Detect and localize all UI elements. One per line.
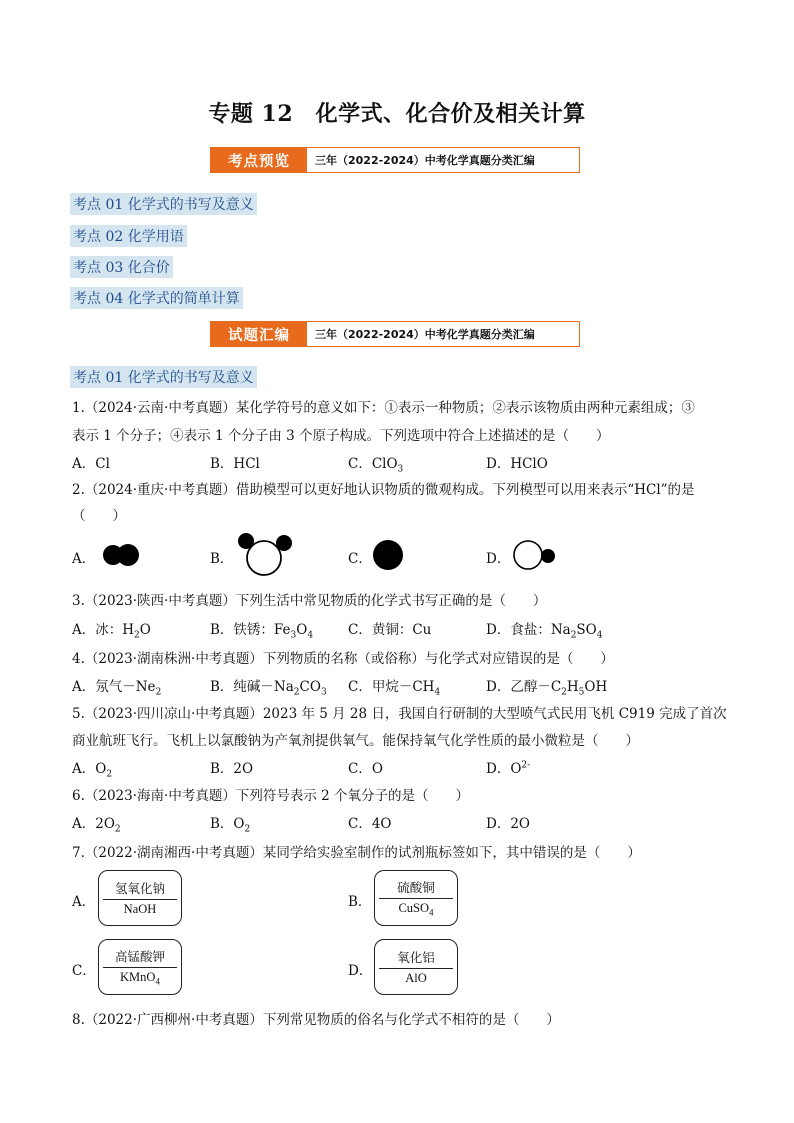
q2-stem-line2: （ ） [72, 508, 126, 524]
q3-option-d[interactable] [486, 618, 602, 641]
molecule-model-a [100, 540, 144, 570]
q1-stem-line1: 1.（2024·云南·中考真题）某化学符号的意义如下：①表示一种物质；②表示该物质由两种元素组成；③ [72, 400, 695, 416]
reagent-name: 高锰酸钾 [114, 949, 165, 965]
reagent-formula: AlO [405, 971, 427, 985]
option-letter: C． [348, 551, 372, 567]
formula-text: A．O [72, 761, 107, 777]
formula-text: CuSO [398, 901, 430, 916]
q5-option-c[interactable]: C．O [348, 761, 383, 777]
q5-stem-line1: 5.（2023·四川凉山·中考真题）2023 年 5 月 28 日，我国自行研制的大型喷气式民用飞机 C919 完成了首次 [72, 706, 727, 722]
subscript: 5 [578, 687, 585, 698]
option-letter: B． [348, 894, 372, 910]
section-banner-exercises [210, 321, 580, 347]
atom-circle [514, 541, 542, 569]
molecule-model-d [510, 538, 560, 572]
subscript: 4 [434, 687, 441, 698]
q3-option-b[interactable] [210, 618, 313, 641]
q4-option-c[interactable] [348, 675, 440, 698]
subscript: 4 [429, 907, 434, 918]
q6-option-d[interactable]: D．2O [486, 816, 530, 832]
subscript: 2 [134, 630, 140, 641]
q7-option-b[interactable] [348, 890, 371, 910]
q4-stem: 4.（2023·湖南株洲·中考真题）下列物质的名称（或俗称）与化学式对应错误的是（ ） [72, 651, 614, 667]
reagent-label-b [374, 870, 458, 926]
reagent-formula [120, 968, 160, 987]
formula-text: D．O [486, 761, 522, 777]
formula-text: KMnO [120, 970, 156, 985]
molecule-model-b [232, 532, 296, 578]
option-letter: D． [348, 963, 373, 979]
q1-stem-line2: 表示 1 个分子；④表示 1 个分子由 3 个原子构成。下列选项中符合上述描述的是（ ） [72, 428, 610, 444]
q3-option-a[interactable] [72, 618, 151, 641]
subscript: 2 [293, 687, 300, 698]
toc-item-3[interactable]: 考点 03 化合价 [70, 256, 173, 278]
option-letter: A． [72, 551, 96, 567]
subscript: 2 [570, 630, 577, 641]
toc-item-2[interactable]: 考点 02 化学用语 [70, 225, 187, 247]
reagent-formula [398, 899, 433, 918]
toc-item-1[interactable]: 考点 01 化学式的书写及意义 [70, 193, 257, 215]
formula-text: B．O [210, 816, 245, 832]
formula-text: C．ClO [348, 456, 398, 472]
formula-text: C．甲烷－CH [348, 679, 435, 695]
banner-tag: 试题汇编 [211, 322, 307, 346]
q5-option-d[interactable] [486, 757, 530, 777]
formula-text: B．铁锈：Fe [210, 622, 291, 638]
superscript: 2- [521, 760, 531, 771]
q7-option-d[interactable] [348, 959, 372, 979]
subscript: 2 [106, 769, 113, 780]
q2-option-a[interactable] [72, 547, 95, 567]
subscript: 4 [596, 630, 603, 641]
subscript: 2 [114, 824, 121, 835]
q6-stem: 6.（2023·海南·中考真题）下列符号表示 2 个氧分子的是（ ） [72, 788, 469, 804]
section-heading: 考点 01 化学式的书写及意义 [70, 366, 257, 388]
reagent-label-a [98, 870, 182, 926]
q6-option-a[interactable] [72, 812, 121, 835]
q2-option-d[interactable] [486, 547, 510, 567]
formula-text: O [139, 622, 151, 638]
option-letter: A． [72, 894, 96, 910]
subscript: 3 [397, 464, 404, 475]
q1-option-b[interactable]: B．HCl [210, 456, 260, 472]
atom-circle [541, 549, 555, 563]
q1-option-d[interactable]: D．HClO [486, 456, 548, 472]
molecule-model-c [370, 538, 406, 572]
formula-text: H [566, 679, 579, 695]
subscript: 2 [244, 824, 251, 835]
subscript: 2 [155, 687, 162, 698]
reagent-label-c [98, 939, 182, 995]
q6-option-c[interactable]: C．4O [348, 816, 392, 832]
subscript: 3 [320, 687, 327, 698]
q7-stem: 7.（2022·湖南湘西·中考真题）某同学给实验室制作的试剂瓶标签如下，其中错误的是（ ） [72, 845, 641, 861]
q2-option-b[interactable] [210, 547, 233, 567]
formula-text: OH [584, 679, 608, 695]
section-banner-preview [210, 147, 580, 173]
formula-text: D．乙醇－C [486, 679, 562, 695]
page-title: 专题 12 化学式、化合价及相关计算 [208, 101, 586, 127]
formula-text: A．2O [72, 816, 115, 832]
reagent-name: 氢氧化钠 [114, 881, 165, 896]
subscript: 4 [155, 976, 160, 987]
q6-option-b[interactable] [210, 812, 250, 835]
q2-option-c[interactable] [348, 547, 372, 567]
banner-subtitle: 三年（2022-2024）中考化学真题分类汇编 [315, 154, 535, 167]
q3-option-c[interactable]: C．黄铜：Cu [348, 622, 432, 638]
atom-circle [373, 540, 403, 570]
q5-option-a[interactable] [72, 757, 112, 780]
reagent-name: 硫酸铜 [397, 880, 435, 896]
q5-stem-line2: 商业航班飞行。飞机上以氯酸钠为产氧剂提供氧气。能保持氧气化学性质的最小微粒是（ ） [72, 733, 639, 749]
banner-tag: 考点预览 [211, 148, 307, 172]
banner-subtitle: 三年（2022-2024）中考化学真题分类汇编 [315, 328, 535, 341]
subscript: 4 [307, 630, 314, 641]
q2-stem-line1: 2.（2024·重庆·中考真题）借助模型可以更好地认识物质的微观构成。下列模型可以用来表示“HCl”的是 [72, 482, 695, 498]
q7-option-c[interactable] [72, 959, 96, 979]
subscript: 2 [561, 687, 567, 698]
option-letter: C． [72, 963, 96, 979]
formula-text: A．氖气－Ne [72, 679, 156, 695]
option-letter: B． [210, 551, 234, 567]
atom-circle [247, 541, 281, 575]
q4-option-a[interactable] [72, 675, 161, 698]
toc-item-4[interactable]: 考点 04 化学式的简单计算 [70, 287, 243, 309]
formula-text: A．冰：H [72, 622, 135, 638]
reagent-name: 氧化铝 [397, 950, 435, 965]
q4-option-b[interactable] [210, 675, 327, 698]
reagent-formula: NaOH [123, 902, 157, 916]
formula-text: D．食盐：Na [486, 622, 571, 638]
q3-stem: 3.（2023·陕西·中考真题）下列生活中常见物质的化学式书写正确的是（ ） [72, 593, 547, 609]
option-letter: D． [486, 551, 511, 567]
subscript: 3 [290, 630, 297, 641]
q1-option-a[interactable]: A．Cl [72, 456, 110, 472]
q1-option-c[interactable] [348, 452, 403, 475]
q4-option-d[interactable] [486, 675, 607, 698]
formula-text: O [296, 622, 308, 638]
formula-text: B．纯碱－Na [210, 679, 294, 695]
formula-text: SO [576, 622, 597, 638]
q5-option-b[interactable]: B．2O [210, 761, 254, 777]
q8-stem: 8.（2022·广西柳州·中考真题）下列常见物质的俗名与化学式不相符的是（ ） [72, 1012, 560, 1028]
atom-circle [117, 544, 139, 566]
reagent-label-d [374, 939, 458, 995]
formula-text: CO [299, 679, 321, 695]
q7-option-a[interactable] [72, 890, 95, 910]
